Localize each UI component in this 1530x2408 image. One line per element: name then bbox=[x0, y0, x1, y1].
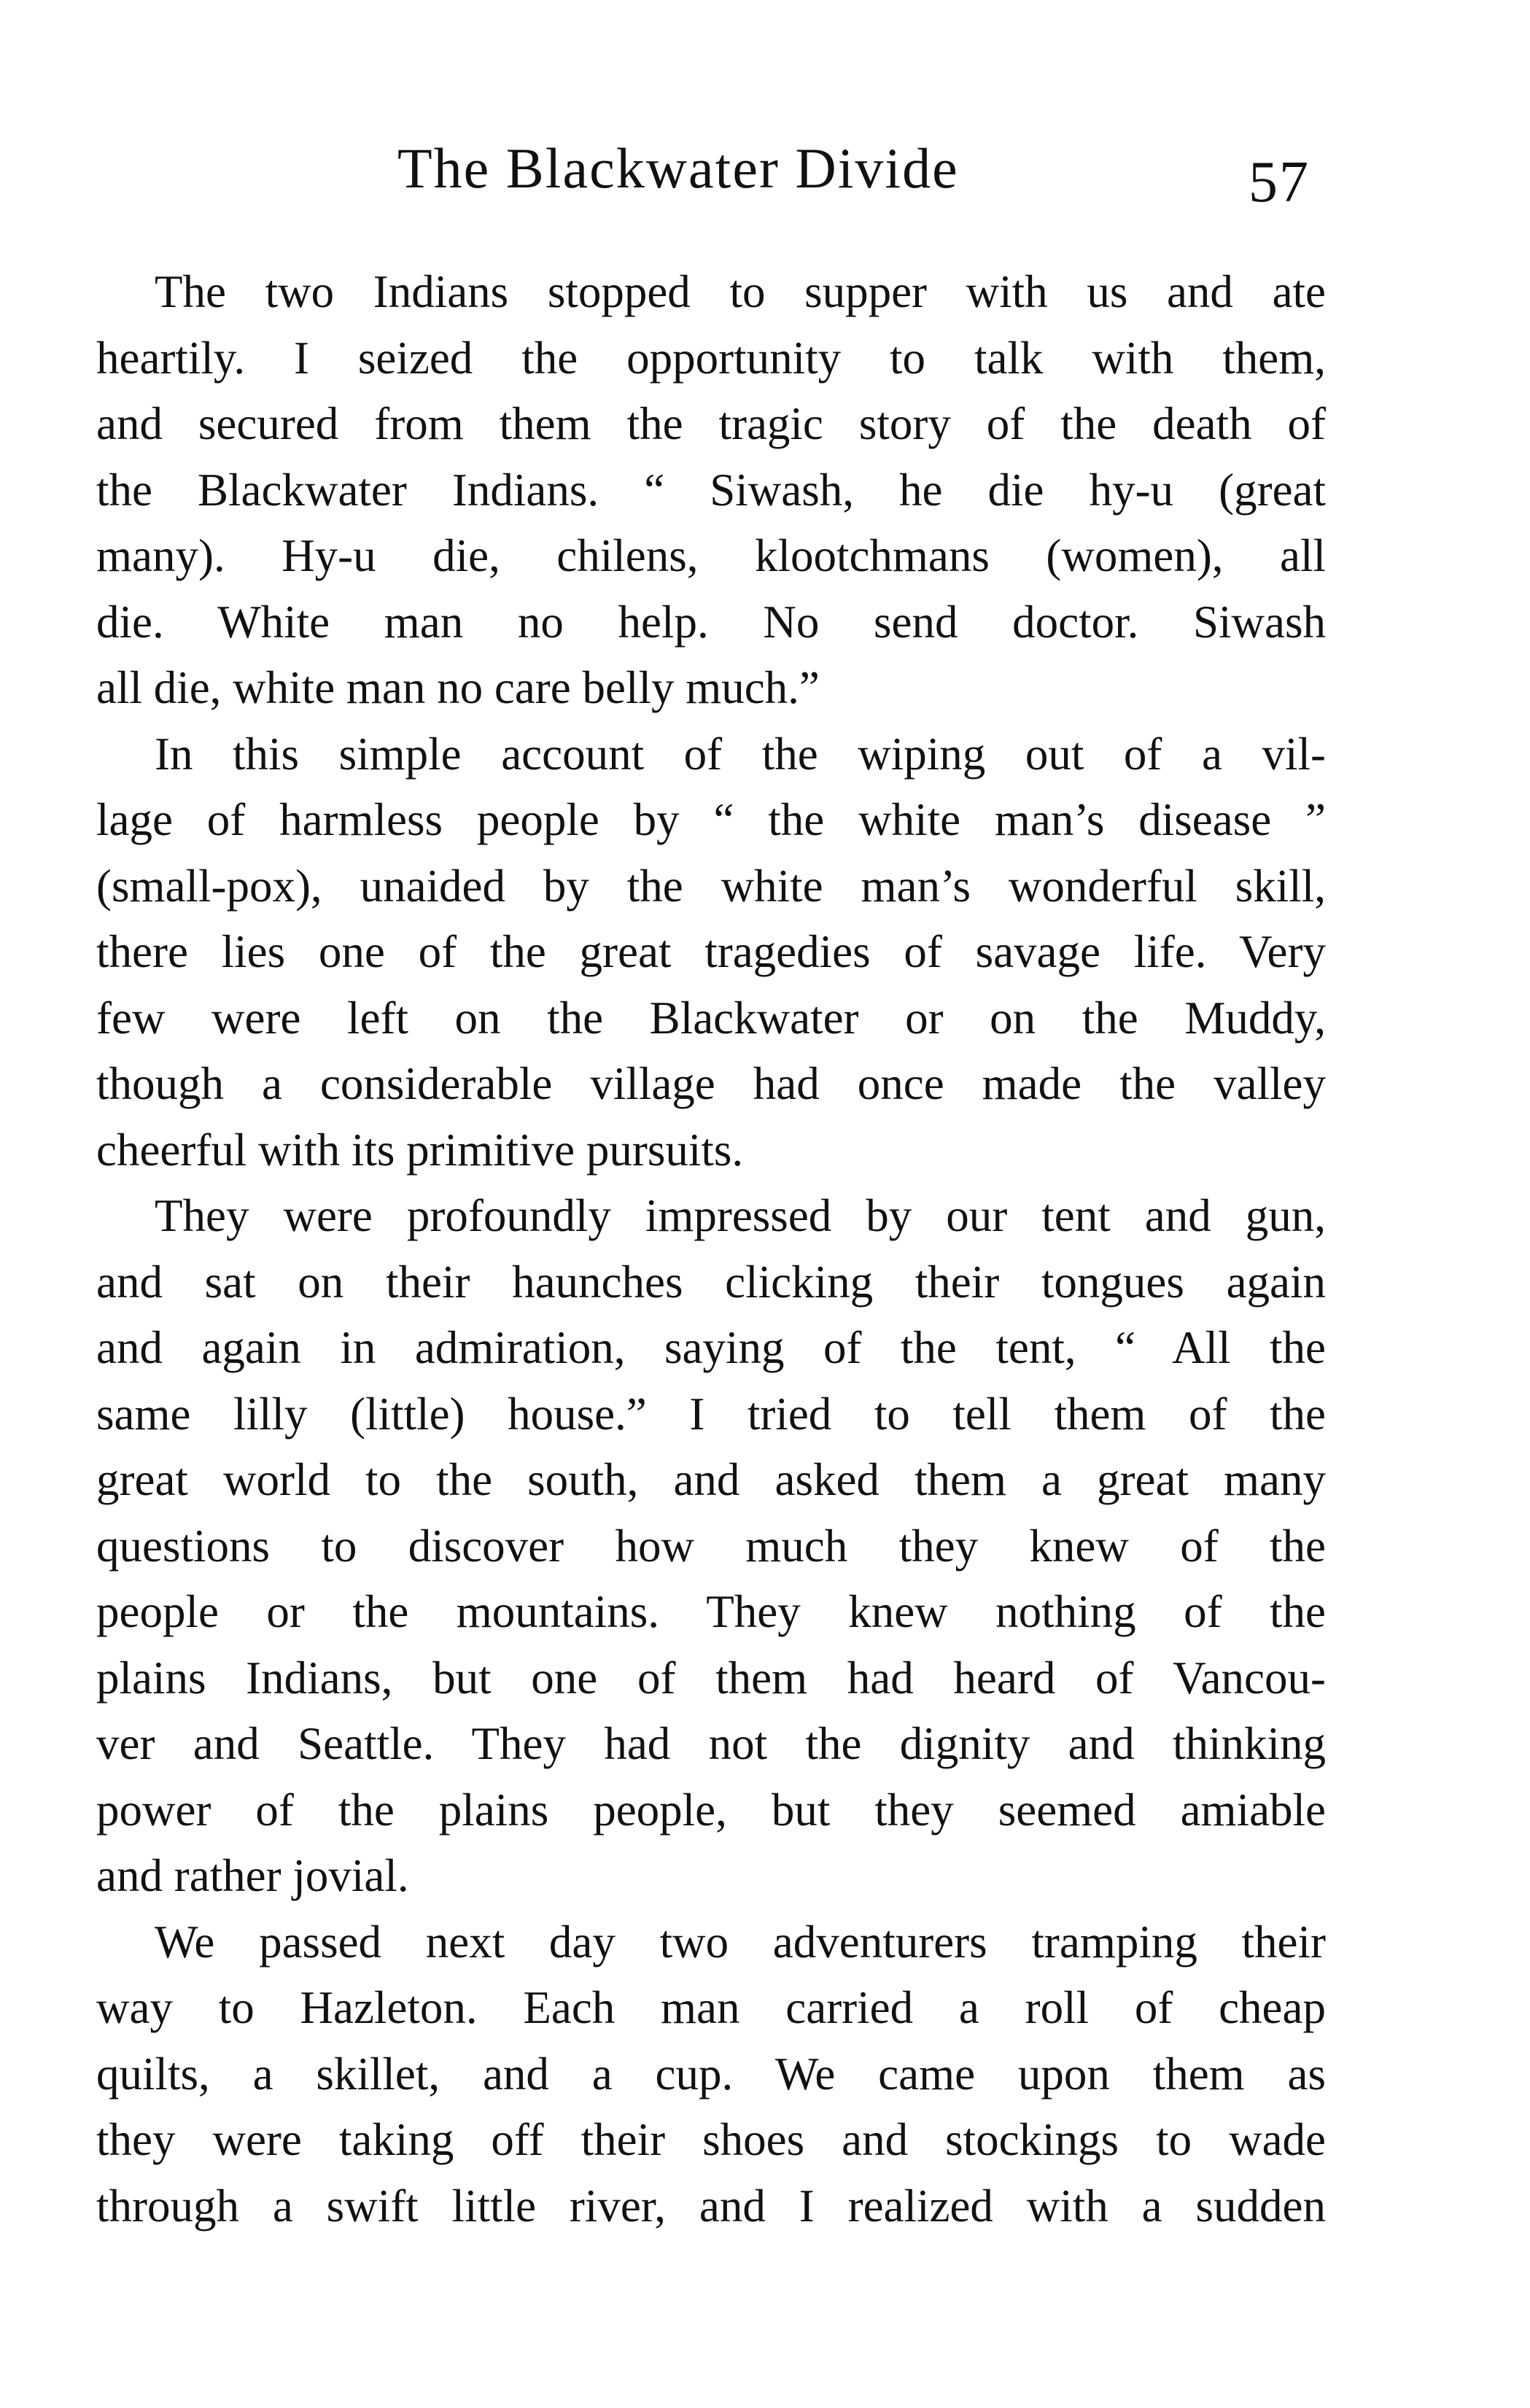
paragraph-3 bbox=[96, 1183, 1326, 1909]
text-line: and again in admiration, saying of the tent, “ All the bbox=[96, 1322, 1326, 1373]
text-line: great world to the south, and asked them a great many bbox=[96, 1454, 1326, 1505]
text-line: plains Indians, but one of them had heard of Vancou- bbox=[96, 1652, 1326, 1704]
body-text bbox=[96, 259, 1326, 2239]
text-line: cheerful with its primitive pursuits. bbox=[96, 1124, 744, 1176]
text-line: through a swift little river, and I realized with a sudden bbox=[96, 2180, 1326, 2232]
text-line: they were taking off their shoes and stockings to wade bbox=[96, 2114, 1326, 2165]
text-line: power of the plains people, but they seemed amiable bbox=[96, 1784, 1326, 1836]
text-line: questions to discover how much they knew of the bbox=[96, 1520, 1326, 1572]
text-line: quilts, a skillet, and a cup. We came upon them as bbox=[96, 2048, 1326, 2100]
text-line: the Blackwater Indians. “ Siwash, he die hy-u (great bbox=[96, 464, 1326, 516]
text-line: few were left on the Blackwater or on the Muddy, bbox=[96, 992, 1326, 1044]
text-line: though a considerable village had once made the valley bbox=[96, 1058, 1326, 1109]
text-line: (small-pox), unaided by the white man’s wonderful skill, bbox=[96, 860, 1326, 912]
text-line: many). Hy-u die, chilens, klootchmans (women), all bbox=[96, 530, 1326, 581]
text-line: We passed next day two adventurers tramping their bbox=[155, 1916, 1326, 1968]
text-line: and rather jovial. bbox=[96, 1850, 409, 1901]
text-line: The two Indians stopped to supper with us and ate bbox=[155, 266, 1326, 317]
text-line: and secured from them the tragic story of the death of bbox=[96, 398, 1326, 449]
running-head-title: The Blackwater Divide bbox=[397, 136, 959, 200]
paragraph-2 bbox=[96, 721, 1326, 1184]
text-line: people or the mountains. They knew nothing of the bbox=[96, 1586, 1326, 1637]
paragraph-1 bbox=[96, 259, 1326, 721]
text-line: all die, white man no care belly much.” bbox=[96, 662, 820, 713]
text-line: In this simple account of the wiping out of a vil- bbox=[155, 728, 1326, 780]
text-line: die. White man no help. No send doctor. Siwash bbox=[96, 596, 1326, 648]
text-line: there lies one of the great tragedies of savage life. Very bbox=[96, 926, 1326, 977]
text-line: heartily. I seized the opportunity to talk with them, bbox=[96, 332, 1326, 384]
page-number: 57 bbox=[1249, 150, 1310, 214]
paragraph-4 bbox=[96, 1909, 1326, 2240]
text-line: ver and Seattle. They had not the dignity and thinking bbox=[96, 1718, 1326, 1769]
text-line: way to Hazleton. Each man carried a roll of cheap bbox=[96, 1982, 1326, 2033]
text-line: same lilly (little) house.” I tried to tell them of the bbox=[96, 1388, 1326, 1440]
text-line: They were profoundly impressed by our tent and gun, bbox=[155, 1190, 1326, 1241]
text-line: and sat on their haunches clicking their tongues again bbox=[96, 1256, 1326, 1308]
text-line: lage of harmless people by “ the white man’s disease ” bbox=[96, 794, 1326, 845]
